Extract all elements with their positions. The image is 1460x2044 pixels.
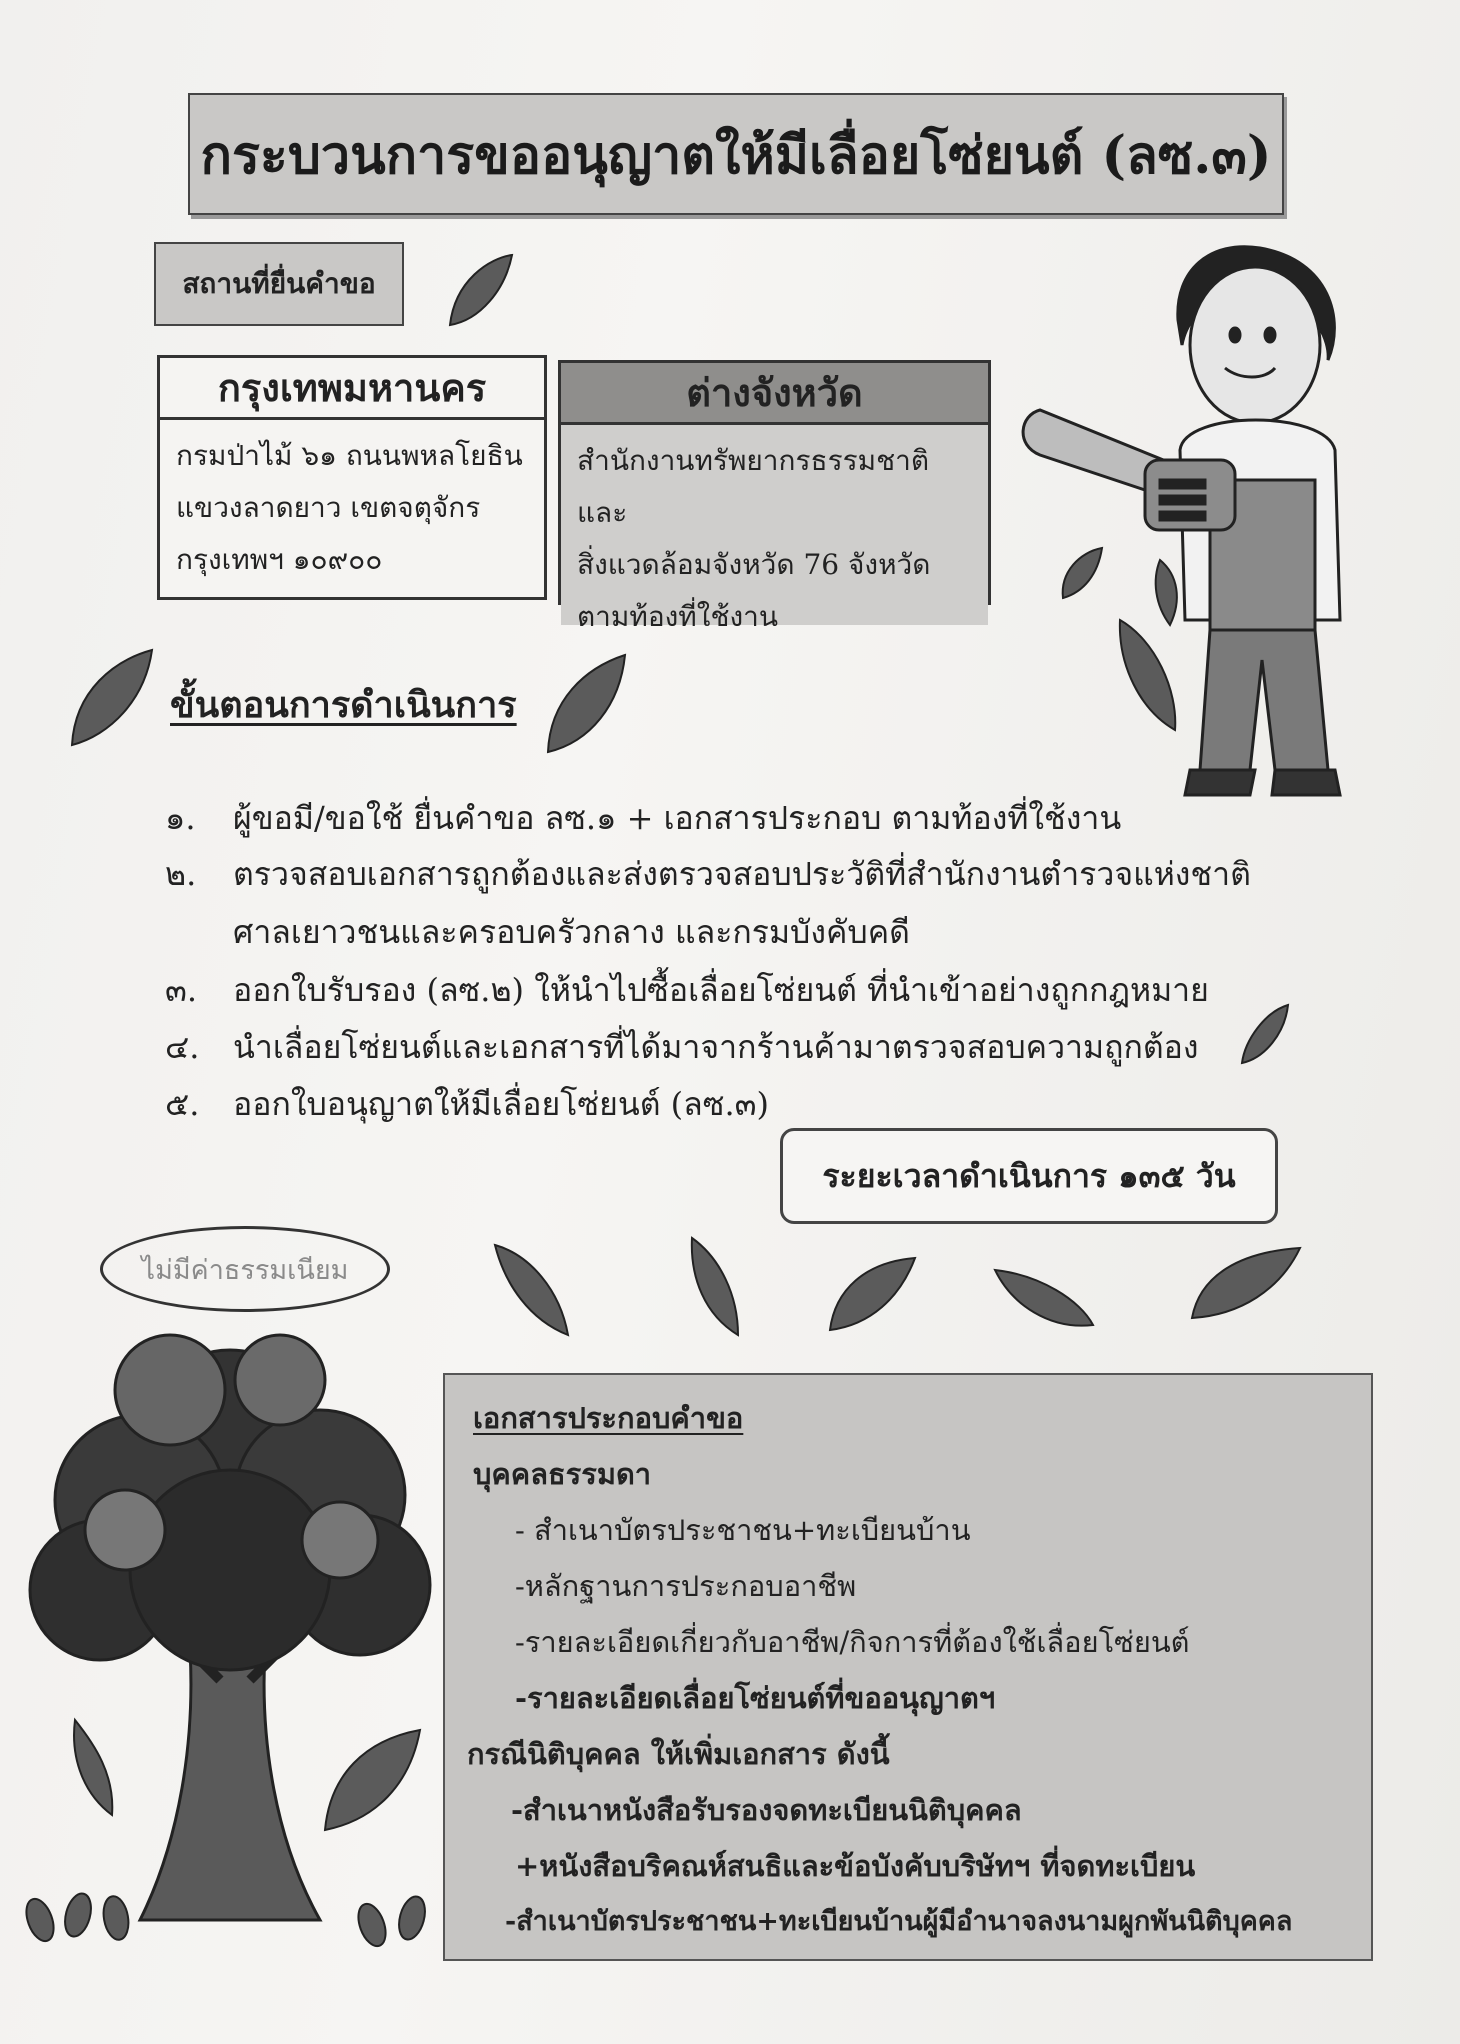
step-item — [165, 793, 1121, 844]
location-bangkok — [157, 355, 547, 600]
leaf-icon — [548, 655, 625, 752]
man-with-chainsaw-illustration — [1010, 240, 1410, 800]
step-number: ๕. — [165, 1085, 200, 1123]
step-text: ออกใบรับรอง (ลซ.๒) ให้นำไปซื้อเลื่อยโซ่ยนต์ ที่นำเข้าอย่างถูกกฎหมาย — [233, 971, 1209, 1009]
address-line: สำนักงานทรัพยากรธรรมชาติและ — [577, 444, 930, 529]
step-text: ตรวจสอบเอกสารถูกต้องและส่งตรวจสอบประวัติที่สำนักงานตำรวจแห่งชาติ — [233, 855, 1251, 893]
step-item — [165, 849, 1251, 900]
step-number: ๑. — [165, 799, 196, 837]
leaf-icon — [450, 255, 512, 325]
step-text: ออกใบอนุญาตให้มีเลื่อยโซ่ยนต์ (ลซ.๓) — [233, 1085, 770, 1123]
document-item: -สำเนาบัตรประชาชน+ทะเบียนบ้านผู้มีอำนาจลงนามผูกพันนิติบุคคล — [505, 1906, 1293, 1937]
document-item: -รายละเอียดเกี่ยวกับอาชีพ/กิจการที่ต้องใช้เลื่อยโซ่ยนต์ — [515, 1625, 1190, 1659]
step-text: นำเลื่อยโซ่ยนต์และเอกสารที่ได้มาจากร้านค้ามาตรวจสอบความถูกต้อง — [233, 1028, 1199, 1066]
documents-heading: เอกสารประกอบคำขอ — [473, 1401, 744, 1435]
leaf-icon — [1242, 1005, 1288, 1063]
location-address — [160, 420, 544, 596]
address-line: กรุงเทพฯ ๑๐๙๐๐ — [176, 543, 383, 576]
document-item: -สำเนาหนังสือรับรองจดทะเบียนนิติบุคคล — [511, 1793, 1022, 1827]
document-item: +หนังสือบริคณห์สนธิและข้อบังคับบริษัทฯ ที่จดทะเบียน — [515, 1849, 1196, 1883]
step-text: ผู้ขอมี/ขอใช้ ยื่นคำขอ ลซ.๑ + เอกสารประกอบ ตามท้องที่ใช้งาน — [233, 799, 1122, 837]
duration-box: ระยะเวลาดำเนินการ ๑๓๕ วัน — [780, 1128, 1278, 1224]
fee-note: ไม่มีค่าธรรมเนียม — [100, 1226, 390, 1312]
document-item: -รายละเอียดเลื่อยโซ่ยนต์ที่ขออนุญาตฯ — [515, 1681, 996, 1715]
step-number: ๓. — [165, 971, 198, 1009]
step-number: ๔. — [165, 1028, 200, 1066]
page-title: กระบวนการขออนุญาตให้มีเลื่อยโซ่ยนต์ (ลซ.๓) — [188, 93, 1284, 215]
tree-illustration — [20, 1320, 440, 1940]
address-line: กรมป่าไม้ ๖๑ ถนนพหลโยธิน — [176, 439, 523, 472]
place-label: สถานที่ยื่นคำขอ — [154, 242, 404, 326]
step-item — [165, 965, 1209, 1016]
address-line: ตามท้องที่ใช้งาน — [577, 600, 778, 633]
document-item: - สำเนาบัตรประชาชน+ทะเบียนบ้าน — [515, 1513, 971, 1547]
step-text-continued: ศาลเยาวชนและครอบครัวกลาง และกรมบังคับคดี — [233, 913, 910, 951]
address-line: แขวงลาดยาว เขตจตุจักร — [176, 491, 481, 524]
step-number: ๒. — [165, 855, 197, 893]
leaf-icon — [495, 1245, 568, 1335]
steps-heading: ขั้นตอนการดำเนินการ — [170, 684, 517, 726]
leaf-icon — [1192, 1248, 1300, 1318]
location-heading: ต่างจังหวัด — [561, 363, 988, 425]
document-item: -หลักฐานการประกอบอาชีพ — [515, 1569, 857, 1603]
location-province — [558, 360, 991, 633]
juristic-heading: กรณีนิติบุคคล ให้เพิ่มเอกสาร ดังนี้ — [467, 1737, 890, 1771]
person-heading: บุคคลธรรมดา — [473, 1457, 652, 1491]
location-address — [561, 425, 988, 633]
step-item — [165, 1079, 769, 1130]
leaf-icon — [830, 1258, 915, 1330]
address-line: สิ่งแวดล้อมจังหวัด 76 จังหวัด — [577, 548, 931, 581]
leaf-icon — [995, 1270, 1093, 1326]
step-item — [165, 1022, 1198, 1073]
leaf-icon — [692, 1238, 738, 1335]
leaf-icon — [72, 650, 152, 745]
location-heading: กรุงเทพมหานคร — [160, 358, 544, 420]
documents-box — [443, 1373, 1373, 1961]
